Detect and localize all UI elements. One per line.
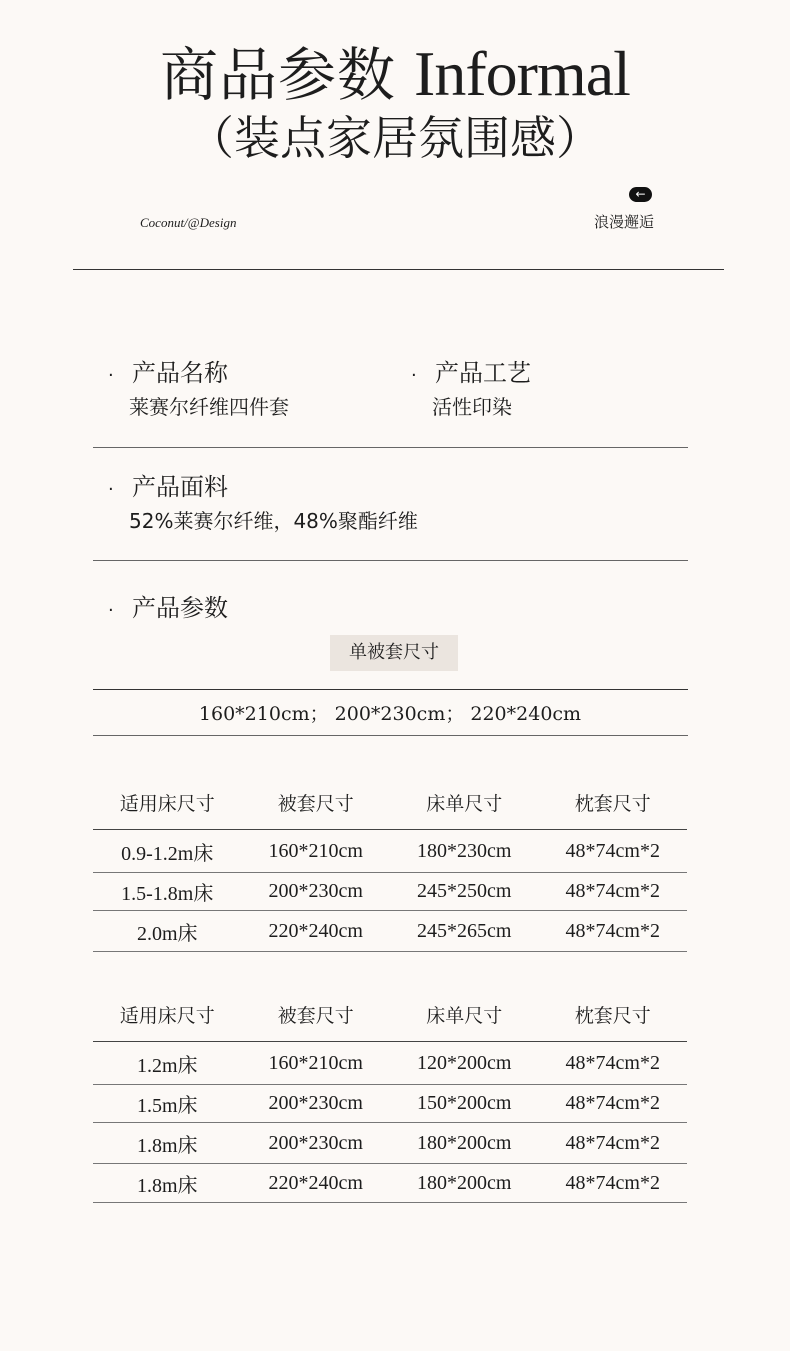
sizes-top-divider: [93, 689, 688, 690]
table-cell: 180*230cm: [390, 830, 539, 873]
col-header-sheet: 床单尺寸: [390, 775, 539, 830]
col-header-cover: 被套尺寸: [242, 775, 391, 830]
section-divider: [93, 560, 688, 561]
table-cell: 150*200cm: [390, 1085, 539, 1123]
table-cell: 48*74cm*2: [539, 1164, 688, 1203]
table-cell: 0.9-1.2m床: [93, 830, 242, 873]
col-header-sheet: 床单尺寸: [390, 987, 539, 1042]
table-cell: 200*230cm: [242, 1123, 391, 1164]
table-cell: 245*265cm: [390, 911, 539, 952]
table-cell: 48*74cm*2: [539, 830, 688, 873]
table-cell: 48*74cm*2: [539, 1123, 688, 1164]
table-cell: 160*210cm: [242, 830, 391, 873]
table-row: [93, 1085, 687, 1123]
table-cell: 1.2m床: [93, 1042, 242, 1085]
arrow-left-icon: ←: [629, 187, 652, 202]
product-params-label: · 产品参数: [108, 593, 228, 626]
product-fabric-value: 52%莱赛尔纤维，48%聚酯纤维: [129, 509, 418, 533]
title-cn: 商品参数: [160, 41, 397, 109]
table-cell: 160*210cm: [242, 1042, 391, 1085]
table-row: [93, 873, 687, 911]
table-cell: 120*200cm: [390, 1042, 539, 1085]
table-cell: 48*74cm*2: [539, 873, 688, 911]
bullet-dot-icon: ·: [108, 600, 114, 621]
product-name-value: 莱赛尔纤维四件套: [129, 395, 289, 419]
romance-label: 浪漫邂逅: [593, 213, 654, 231]
size-table-1: [93, 775, 687, 952]
page-title: [0, 38, 790, 111]
product-fabric-label: · 产品面料: [108, 472, 228, 505]
table-cell: 1.8m床: [93, 1164, 242, 1203]
col-header-pillow: 枕套尺寸: [539, 987, 688, 1042]
table-cell: 220*240cm: [242, 911, 391, 952]
product-craft-label: · 产品工艺: [411, 358, 531, 391]
table-cell: 1.5m床: [93, 1085, 242, 1123]
table-cell: 220*240cm: [242, 1164, 391, 1203]
col-header-bed: 适用床尺寸: [93, 775, 242, 830]
bullet-dot-icon: ·: [108, 479, 114, 500]
table-cell: 200*230cm: [242, 1085, 391, 1123]
table-cell: 48*74cm*2: [539, 911, 688, 952]
size-table-2: [93, 987, 687, 1203]
col-header-pillow: 枕套尺寸: [539, 775, 688, 830]
table-header-row: [93, 987, 687, 1042]
table-cell: 1.5-1.8m床: [93, 873, 242, 911]
table-header-row: [93, 775, 687, 830]
product-craft-value: 活性印染: [432, 395, 512, 419]
table-row: [93, 911, 687, 952]
table-cell: 180*200cm: [390, 1123, 539, 1164]
single-cover-sizes: 160*210cm； 200*230cm； 220*240cm: [198, 703, 582, 725]
table-row: [93, 1042, 687, 1085]
title-en: Informal: [414, 38, 630, 109]
product-name-label: · 产品名称: [108, 358, 228, 391]
table-row: [93, 1123, 687, 1164]
col-header-cover: 被套尺寸: [242, 987, 391, 1042]
table-cell: 2.0m床: [93, 911, 242, 952]
col-header-bed: 适用床尺寸: [93, 987, 242, 1042]
table-cell: 48*74cm*2: [539, 1085, 688, 1123]
section-divider: [93, 447, 688, 448]
bullet-dot-icon: ·: [108, 365, 114, 386]
table-cell: 200*230cm: [242, 873, 391, 911]
header-divider: [73, 269, 724, 270]
table-row: [93, 830, 687, 873]
single-cover-tag: 单被套尺寸: [330, 635, 458, 671]
bullet-dot-icon: ·: [411, 365, 417, 386]
table-row: [93, 1164, 687, 1203]
table-cell: 48*74cm*2: [539, 1042, 688, 1085]
page-subtitle: （装点家居氛围感）: [188, 111, 602, 165]
table-cell: 180*200cm: [390, 1164, 539, 1203]
sizes-bottom-divider: [93, 735, 688, 736]
table-cell: 245*250cm: [390, 873, 539, 911]
table-cell: 1.8m床: [93, 1123, 242, 1164]
design-credit: Coconut/@Design: [140, 215, 237, 230]
